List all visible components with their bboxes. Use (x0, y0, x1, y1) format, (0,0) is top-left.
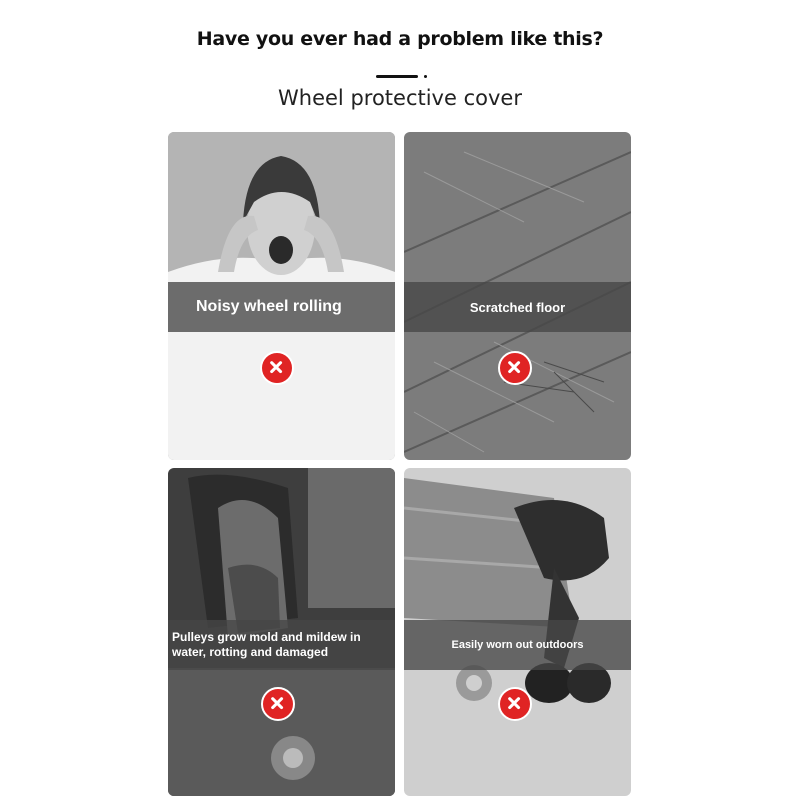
problem-caption-line-2: water, rotting and damaged (172, 645, 329, 659)
problem-caption-band (168, 620, 395, 670)
problem-caption-band (168, 282, 395, 332)
problem-caption-band (404, 282, 631, 332)
problem-caption-line-1: Pulleys grow mold and mildew in (172, 630, 361, 644)
title-divider (376, 75, 430, 79)
close-icon (260, 351, 294, 385)
close-icon (498, 351, 532, 385)
problem-caption: Easily worn out outdoors (451, 639, 584, 651)
problem-caption: Scratched floor (469, 299, 566, 315)
divider-bar (376, 75, 418, 78)
page-subtitle: Wheel protective cover (278, 86, 522, 110)
problem-card-noise (168, 132, 395, 460)
close-icon (261, 687, 295, 721)
problem-card-mold (168, 468, 395, 796)
problem-caption: Noisy wheel rolling (196, 298, 342, 315)
problem-caption-band (404, 620, 631, 670)
problem-card-worn (404, 468, 631, 796)
problem-card-floor (404, 132, 631, 460)
page-headline: Have you ever had a problem like this? (196, 28, 604, 50)
problem-caption (172, 630, 361, 660)
close-icon (498, 687, 532, 721)
divider-dot (424, 75, 427, 78)
